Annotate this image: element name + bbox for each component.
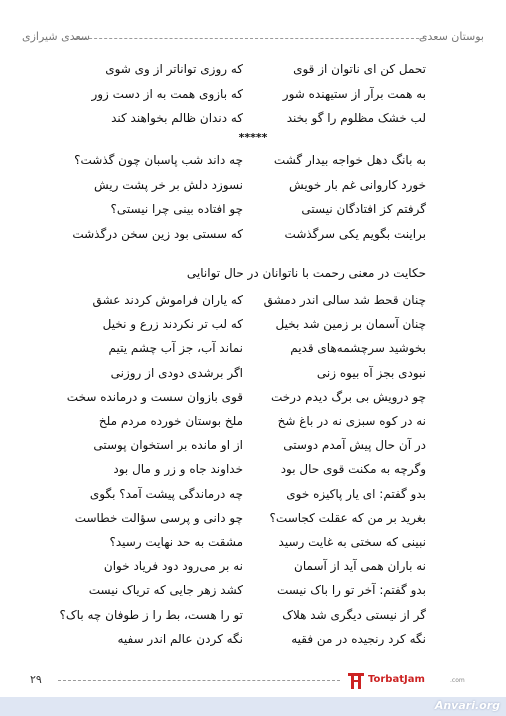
second-hemistich: که سستی بود زین سخن درگذشت bbox=[72, 226, 243, 241]
second-hemistich: چه داند شب پاسبان چون گذشت؟ bbox=[74, 153, 243, 167]
second-hemistich: چو افتاده بینی چرا نیستی؟ bbox=[110, 202, 243, 216]
verse-row bbox=[0, 462, 506, 484]
first-hemistich: به همت برآر از ستیهنده شور bbox=[282, 86, 426, 101]
torbatjam-logo-icon bbox=[346, 671, 366, 691]
second-hemistich: که لب تر نکردند زرع و نخیل bbox=[102, 317, 243, 332]
footer-divider bbox=[58, 680, 340, 681]
second-hemistich: که روزی تواناتر از وی شوی bbox=[105, 62, 243, 76]
second-hemistich: مشقت به حد نهایت رسید؟ bbox=[109, 535, 243, 549]
verse-row bbox=[0, 511, 506, 533]
header-book-title: بوستان سعدی bbox=[418, 30, 484, 43]
verse-row bbox=[0, 227, 506, 249]
logo-domain: .com bbox=[450, 677, 465, 684]
first-hemistich: لب خشک مظلوم را گو بخند bbox=[286, 111, 426, 125]
verse-row bbox=[0, 390, 506, 412]
section-separator: ***** bbox=[238, 131, 268, 144]
second-hemistich: نماند آب، جز آب چشم یتیم bbox=[108, 341, 243, 356]
verse-row bbox=[0, 87, 506, 109]
first-hemistich: براینت بگویم یکی سرگذشت bbox=[284, 226, 426, 241]
second-hemistich: کشد زهر جایی که تریاک نیست bbox=[88, 583, 243, 598]
first-hemistich: به بانگ دهل خواجه بیدار گشت bbox=[273, 153, 426, 167]
verse-row bbox=[0, 202, 506, 224]
first-hemistich: بخوشید سرچشمه‌های قدیم bbox=[290, 341, 426, 356]
first-hemistich: بغرید بر من که عقلت کجاست؟ bbox=[269, 510, 426, 525]
first-hemistich: گرفتم کز افتادگان نیستی bbox=[301, 202, 426, 216]
verse-row bbox=[0, 583, 506, 605]
verse-row bbox=[0, 317, 506, 339]
first-hemistich: بدو گفتم: آخر تو را باک نیست bbox=[277, 583, 426, 598]
torbatjam-logo[interactable] bbox=[346, 671, 486, 691]
first-hemistich: بدو گفتم: ای یار پاکیزه خوی bbox=[286, 486, 426, 501]
verse-row bbox=[0, 487, 506, 509]
header-divider bbox=[74, 38, 424, 39]
verse-row bbox=[0, 438, 506, 460]
verse-row bbox=[0, 153, 506, 175]
page-header bbox=[0, 30, 506, 46]
first-hemistich: گر از نیستی دیگری شد هلاک bbox=[282, 607, 426, 622]
second-hemistich: که دندان ظالم بخواهند کند bbox=[111, 111, 243, 125]
first-hemistich: نه باران همی آید از آسمان bbox=[294, 559, 426, 574]
verse-row bbox=[0, 559, 506, 581]
second-hemistich: نگه کردن عالم اندر سفیه bbox=[117, 631, 243, 646]
second-hemistich: که یاران فراموش کردند عشق bbox=[92, 293, 243, 307]
verse-row bbox=[0, 341, 506, 363]
first-hemistich: چو درویش بی برگ دیدم درخت bbox=[270, 389, 426, 404]
first-hemistich: نگه کرد رنجیده در من فقیه bbox=[291, 631, 426, 646]
second-hemistich: از او مانده بر استخوان پوستی bbox=[93, 438, 243, 453]
second-hemistich: چو دانی و پرسی سؤالت خطاست bbox=[74, 510, 243, 525]
first-hemistich: در آن حال پیش آمدم دوستی bbox=[283, 438, 426, 453]
second-hemistich: نه بر می‌رود دود فریاد خوان bbox=[103, 559, 243, 574]
first-hemistich: وگرچه به مکنت قوی حال بود bbox=[280, 462, 426, 477]
second-hemistich: که بازوی همت به از دست زور bbox=[91, 86, 243, 101]
first-hemistich: چنان آسمان بر زمین شد بخیل bbox=[275, 317, 426, 332]
verse-row bbox=[0, 62, 506, 84]
first-hemistich: خورد کاروانی غم بار خویش bbox=[289, 177, 426, 192]
verse-row bbox=[0, 111, 506, 133]
logo-text: TorbatJam bbox=[368, 674, 425, 685]
story-title: حکایت در معنی رحمت با ناتوانان در حال توانایی bbox=[186, 266, 426, 280]
second-hemistich: اگر برشدی دودی از روزنی bbox=[110, 365, 243, 380]
second-hemistich: قوی بازوان سست و درمانده سخت bbox=[66, 389, 243, 404]
verse-row bbox=[0, 535, 506, 557]
verse-row bbox=[0, 414, 506, 436]
first-hemistich: تحمل کن ای ناتوان از قوی bbox=[293, 62, 426, 76]
second-hemistich: تو را هست، بط را ز طوفان چه باک؟ bbox=[59, 607, 243, 622]
page-number: ۲۹ bbox=[30, 673, 42, 686]
verse-row bbox=[0, 608, 506, 630]
second-hemistich: خداوند جاه و زر و مال بود bbox=[113, 462, 243, 477]
first-hemistich: چنان قحط شد سالی اندر دمشق bbox=[263, 293, 426, 307]
anvari-watermark: Anvari.org bbox=[434, 699, 500, 712]
verse-row bbox=[0, 632, 506, 654]
verse-row bbox=[0, 178, 506, 200]
first-hemistich: نبینی که سختی به غایت رسید bbox=[278, 535, 426, 549]
verse-row bbox=[0, 366, 506, 388]
header-author: سعدی شیرازی bbox=[22, 30, 90, 43]
verse-row bbox=[0, 293, 506, 315]
watermark-bar bbox=[0, 697, 506, 716]
second-hemistich: نسوزد دلش بر خر پشت ریش bbox=[93, 177, 243, 192]
second-hemistich: چه درماندگی پیشت آمد؟ بگوی bbox=[89, 486, 243, 501]
first-hemistich: نبودی بجز آه بیوه زنی bbox=[316, 365, 426, 380]
first-hemistich: نه در کوه سبزی نه در باغ شخ bbox=[277, 414, 426, 428]
second-hemistich: ملخ بوستان خورده مردم ملخ bbox=[98, 414, 243, 428]
